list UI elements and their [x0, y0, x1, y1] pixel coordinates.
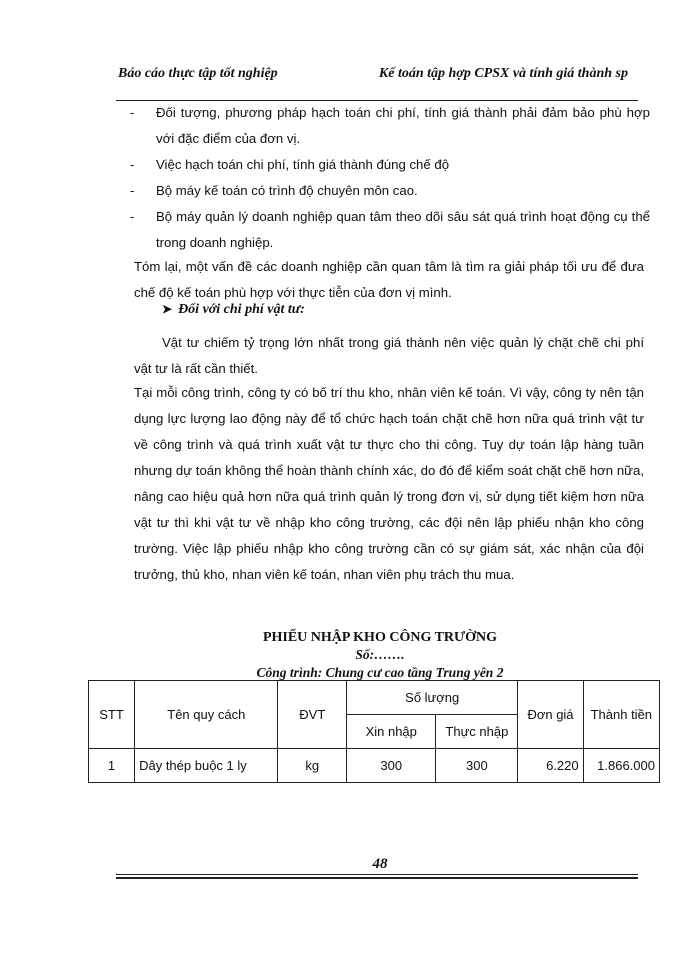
footer-rule-thick — [116, 877, 638, 879]
paragraph-warehouse: Tại mỗi công trình, công ty có bố trí thu kho, nhân viên kế toán. Vì vậy, công ty nên tận dụng lực lượng lao động này để tổ chức hạch toán chặt chẽ hơn nữa quá trình vật tư về công trình và quá trình xuất vật tư thực cho thi công. Tuy dự toán lập hàng tuần nhưng dự toán không thể hoàn thành chính xác, do đó để kiểm soát chặt chẽ hơn nữa, nâng cao hiệu quả hơn nữa quá trình quản lý trong đơn vị, sử dụng tiết kiệm hơn nữa vật tư thì khi vật tư về nhập kho công trường, các đội nên lập phiếu nhận kho công trường. Việc lập phiếu nhập kho công trường cần có sự giám sát, xác nhận của đội trưởng, thủ kho, nhan viên kế toán, nhan viên phụ trách thu mua. — [134, 385, 644, 582]
col-unit: ĐVT — [278, 681, 347, 749]
bullet-dash: - — [130, 209, 135, 224]
bullet-dash: - — [130, 183, 135, 198]
cell-actual: 300 — [436, 749, 518, 783]
col-name: Tên quy cách — [135, 681, 278, 749]
receipt-table — [88, 680, 660, 783]
subheading-text: Đối với chi phí vật tư: — [178, 302, 305, 317]
cell-name: Dây thép buộc 1 ly — [135, 749, 278, 783]
paragraph-material: Vật tư chiếm tỷ trọng lớn nhất trong giá thành nên việc quản lý chặt chẽ chi phí vật tư là rất cần thiết. — [134, 335, 644, 376]
form-number: Số:……. — [355, 647, 405, 662]
col-price: Đơn giá — [518, 681, 583, 749]
paragraph-conclusion: Tóm lại, một vấn đề các doanh nghiệp cần quan tâm là tìm ra giải pháp tối ưu để đưa chế độ kế toán phù hợp với thực tiễn của đơn vị mình. — [134, 259, 644, 300]
col-qty-request: Xin nhập — [347, 715, 436, 749]
cell-unit: kg — [278, 749, 347, 783]
bullet-item — [130, 204, 650, 256]
form-title: PHIẾU NHẬP KHO CÔNG TRƯỜNG — [262, 630, 498, 645]
subheading — [162, 302, 305, 318]
header-left-title: Báo cáo thực tập tốt nghiệp — [118, 66, 278, 81]
table-header-row — [89, 681, 660, 715]
bullet-text: Bộ máy quản lý doanh nghiệp quan tâm theo dõi sâu sát quá trình hoạt động cụ thể trong doanh nghiệp. — [156, 209, 650, 250]
col-quantity: Số lượng — [347, 681, 518, 715]
bullet-item — [130, 100, 650, 152]
col-qty-actual: Thực nhập — [436, 715, 518, 749]
bullet-list — [130, 100, 650, 256]
cell-amount: 1.866.000 — [583, 749, 659, 783]
bullet-dash: - — [130, 105, 135, 120]
bullet-text: Đối tượng, phương pháp hạch toán chi phí, tính giá thành phải đảm bảo phù hợp với đặc điểm của đơn vị. — [156, 105, 650, 146]
footer-rule-thin — [116, 874, 638, 875]
arrow-bullet-icon: ➤ — [162, 302, 173, 316]
bullet-dash: - — [130, 157, 135, 172]
bullet-text: Bộ máy kế toán có trình độ chuyên môn cao. — [156, 183, 418, 198]
col-stt: STT — [89, 681, 135, 749]
header-right-title: Kế toán tập hợp CPSX và tính giá thành sp — [378, 66, 628, 81]
form-project: Công trình: Chung cư cao tầng Trung yên 2 — [256, 665, 504, 680]
cell-request: 300 — [347, 749, 436, 783]
table-row — [89, 749, 660, 783]
page-number: 48 — [372, 856, 388, 872]
cell-stt: 1 — [89, 749, 135, 783]
col-amount: Thành tiền — [583, 681, 659, 749]
cell-price: 6.220 — [518, 749, 583, 783]
bullet-item — [130, 152, 650, 178]
bullet-text: Việc hạch toán chi phí, tính giá thành đúng chế độ — [156, 157, 450, 172]
bullet-item — [130, 178, 650, 204]
